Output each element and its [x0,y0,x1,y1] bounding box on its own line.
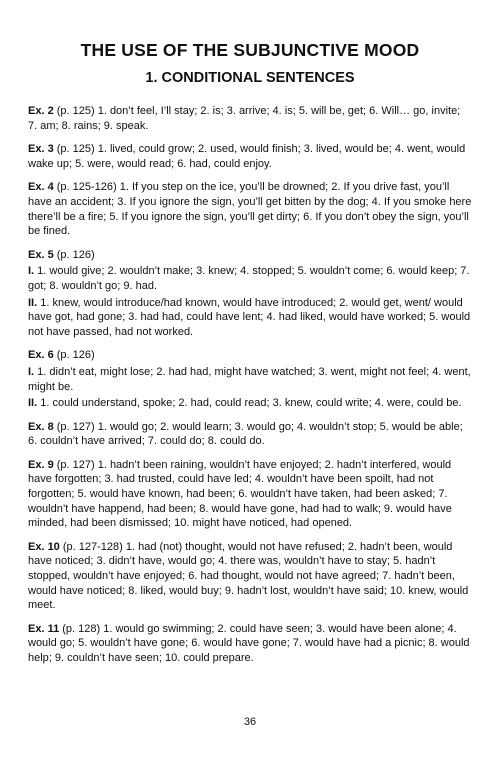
section-subtitle: 1. CONDITIONAL SENTENCES [145,70,355,86]
exercise-text [28,420,472,449]
exercise-8 [28,420,472,449]
exercise-part [28,264,472,293]
exercise-text [28,104,472,133]
exercise-page-ref: (p. 126) [53,349,95,362]
part-label: II. [28,397,38,410]
page-number: 36 [243,716,257,728]
exercise-part [28,365,472,394]
part-label: I. [28,265,35,278]
part-answers: 1. would give; 2. wouldn’t make; 3. knew; 4. stopped; 5. wouldn’t come; 6. would keep; 7. got; 8. wouldn’t go; 9. had. [28,265,470,292]
exercise-5 [28,248,472,340]
exercise-10 [28,540,472,613]
part-label: I. [28,365,35,378]
exercise-2 [28,104,472,133]
exercise-answers: (p. 127-128) 1. had (not) thought, would not have refused; 2. hadn’t been, would have noticed; 3. didn’t have, would go; 4. there was, wouldn’t have to stay; 5. hadn’t stopped, wouldn’t have enjoyed; 6. had thought, would not have agreed; 7. hadn’t been, would have noticed; 8. liked, would buy; 9. hadn’t lost, wouldn’t have said; 10. knew, would meet. [28,540,469,612]
exercise-11 [28,622,472,666]
exercise-label: Ex. 8 [28,420,54,433]
exercise-text [28,458,472,531]
exercise-9 [28,458,472,531]
exercise-answers: (p. 128) 1. would go swimming; 2. could have seen; 3. would have been alone; 4. would go; 5. wouldn’t have gone; 6. would have gone; 7. would have had a picnic; 8. would help; 9. couldn’t have seen; 10. could prepare. [28,622,470,664]
part-answers: 1. knew, would introduce/had known, would have introduced; 2. would get, went/ would have got, had gone; 3. had had, could have lent; 4. had liked, would have worked; 5. would not have passed, had not worked. [28,296,471,338]
exercise-answers: (p. 125) 1. don’t feel, I’ll stay; 2. is; 3. arrive; 4. is; 5. will be, get; 6. Will… go, invite; 7. am; 8. rains; 9. speak. [28,105,461,132]
exercise-text [28,540,472,613]
exercise-3 [28,142,472,171]
exercise-text [28,622,472,666]
exercise-part [28,396,472,411]
exercise-answers: (p. 125-126) 1. If you step on the ice, you’ll be drowned; 2. If you drive fast, you’ll have an accident; 3. If you ignore the sign, you’ll get bitten by the dog; 4. If you smoke here there’ll be a fire; 5. If you ignore the sign, you’ll get dirty; 6. If you don’t obey the sign, you’ll be fined. [28,181,472,238]
exercise-answers: (p. 125) 1. lived, could grow; 2. used, would finish; 3. lived, would be; 4. went, would wake up; 5. were, would read; 6. had, could enjoy. [28,143,466,170]
part-label: II. [28,296,38,309]
exercise-part [28,296,472,340]
exercise-label: Ex. 2 [28,105,54,117]
exercise-answers: (p. 127) 1. hadn’t been raining, wouldn’t have enjoyed; 2. hadn’t interfered, would have forgotten; 3. had trusted, could have led; 4. wouldn’t have been spoilt, had not forgotten; 5. would have known, had been; 6. wouldn’t have taken, had been asked; 7. wouldn’t have happend, had been; 8. would have gone, had had to walk; 9. would have minded, had been dismissed; 10. might have noticed, had opened. [28,458,452,530]
exercise-4 [28,180,472,238]
exercise-label: Ex. 3 [28,143,54,156]
exercise-text [28,180,472,238]
exercise-label: Ex. 11 [28,622,60,635]
exercise-text [28,142,472,171]
part-answers: 1. didn’t eat, might lose; 2. had had, might have watched; 3. went, might not feel; 4. went, might be. [28,365,471,393]
exercise-label: Ex. 9 [28,458,54,471]
exercise-answers: (p. 127) 1. would go; 2. would learn; 3. would go; 4. wouldn’t stop; 5. would be able; 6. couldn’t have arrived; 7. could do; 8. could do. [28,420,463,448]
exercise-label: Ex. 6 [28,349,54,362]
exercise-text [28,348,472,363]
exercise-6 [28,348,472,410]
exercise-label: Ex. 5 [28,248,54,261]
exercise-label: Ex. 4 [28,181,54,194]
page-title: THE USE OF THE SUBJUNCTIVE MOOD [80,40,420,60]
part-answers: 1. could understand, spoke; 2. had, could read; 3. knew, could write; 4. were, could be. [37,397,462,410]
exercise-text [28,248,472,263]
exercise-page-ref: (p. 126) [53,248,95,261]
exercise-label: Ex. 10 [28,540,60,553]
